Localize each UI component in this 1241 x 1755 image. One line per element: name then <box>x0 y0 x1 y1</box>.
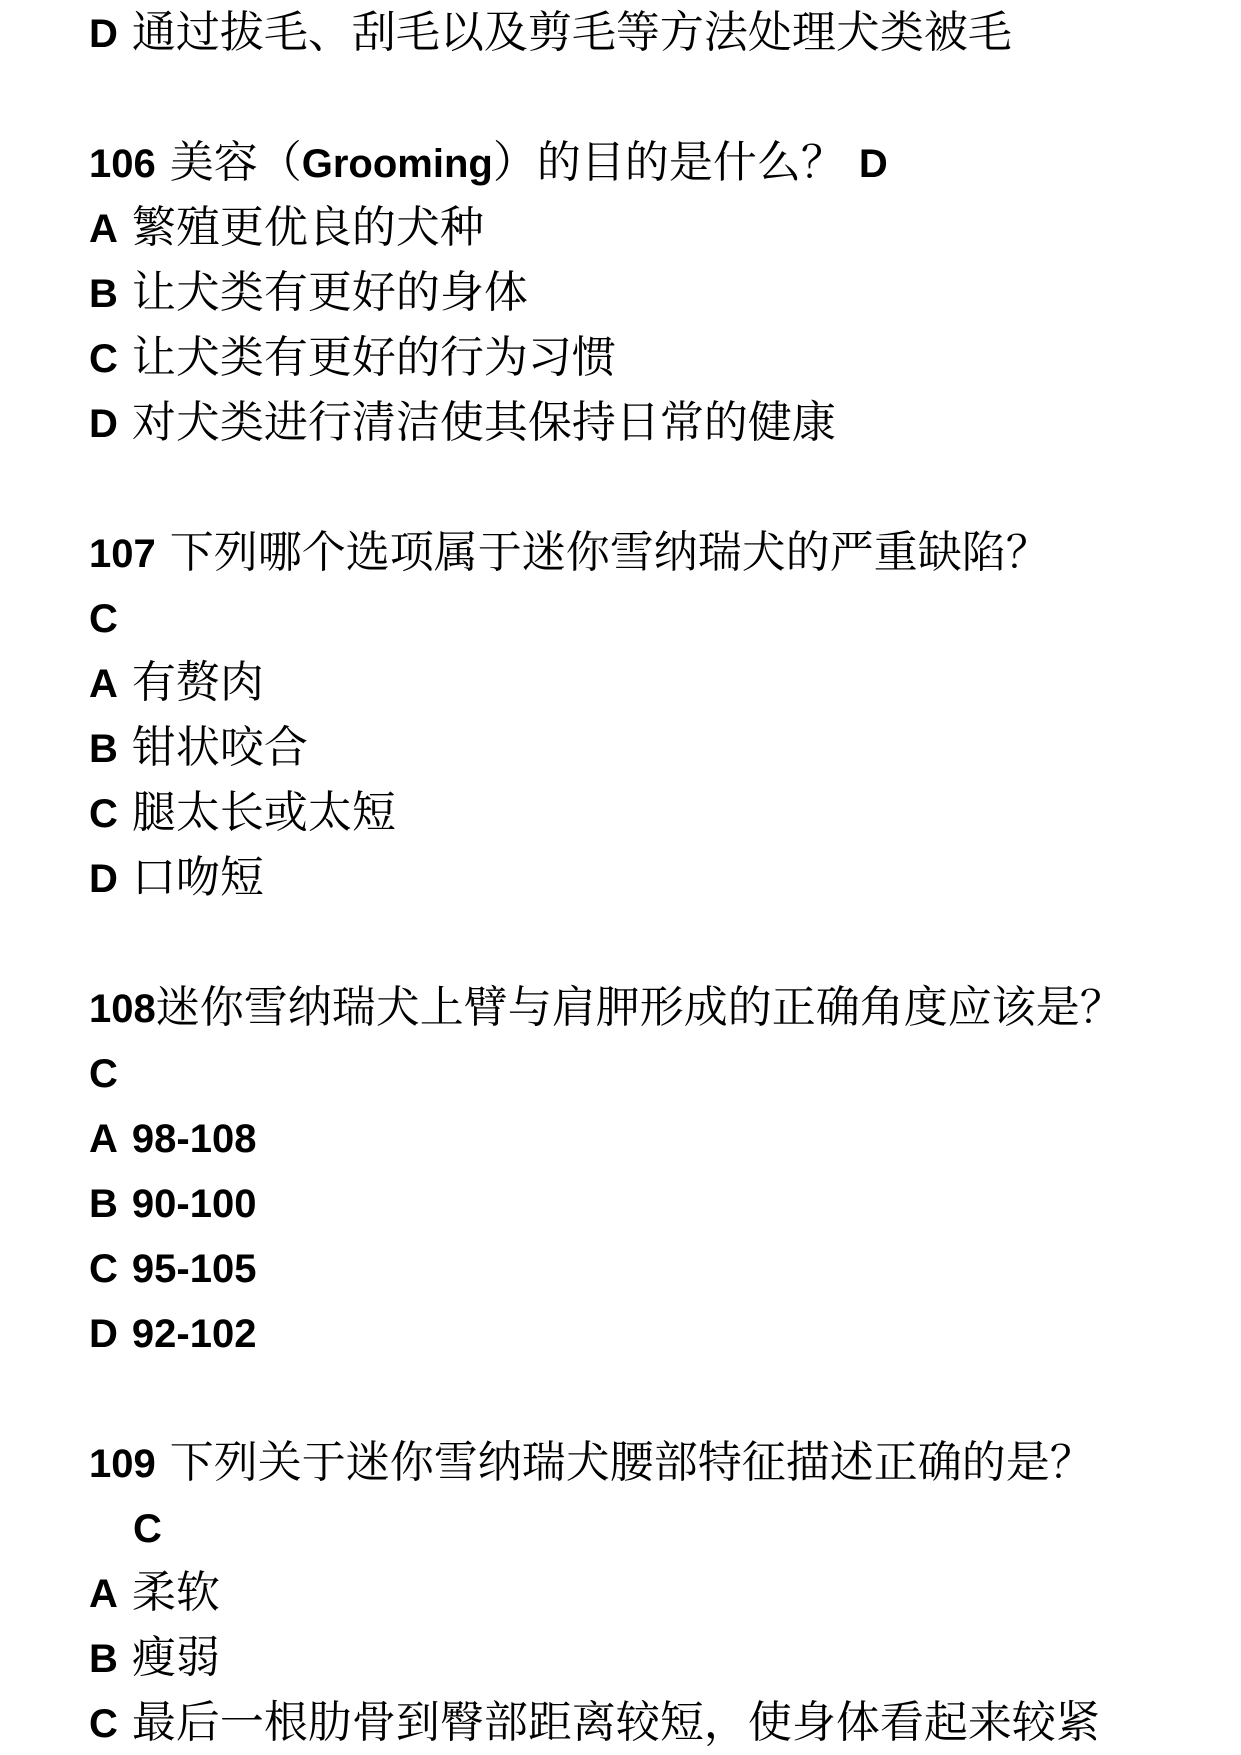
question-text-end: ）的目的是什么？ <box>492 137 845 188</box>
question-text: 下列关于迷你雪纳瑞犬腰部特征描述正确的是？ <box>169 1437 1094 1488</box>
option-line <box>89 195 1241 260</box>
option-letter: D <box>89 402 118 446</box>
option-line <box>89 260 1241 325</box>
option-text: 繁殖更优良的犬种 <box>131 202 484 253</box>
answer-key: C <box>89 1052 118 1096</box>
answer-line <box>89 585 1241 650</box>
question-text-start: 美容（ <box>169 137 302 188</box>
question-107 <box>89 520 1241 910</box>
question-stem <box>89 1430 1241 1495</box>
option-line <box>89 1105 1241 1170</box>
question-106 <box>89 130 1241 455</box>
option-letter: B <box>89 1637 118 1681</box>
option-line <box>89 650 1241 715</box>
option-letter: D <box>89 857 118 901</box>
option-line <box>89 0 1241 65</box>
option-letter: C <box>89 792 118 836</box>
option-line <box>89 780 1241 845</box>
option-line <box>89 845 1241 910</box>
option-line <box>89 1235 1241 1300</box>
option-letter: A <box>89 207 118 251</box>
option-letter: C <box>89 1702 118 1746</box>
question-text: 下列哪个选项属于迷你雪纳瑞犬的严重缺陷？ <box>169 527 1050 578</box>
option-text: 95-105 <box>131 1247 257 1291</box>
option-line <box>89 1560 1241 1625</box>
option-letter: B <box>89 727 118 771</box>
option-line <box>89 390 1241 455</box>
question-stem <box>89 130 1241 195</box>
option-text: 让犬类有更好的身体 <box>131 267 528 318</box>
option-text: 腿太长或太短 <box>131 787 396 838</box>
option-text: 让犬类有更好的行为习惯 <box>131 332 616 383</box>
option-text: 90-100 <box>131 1182 257 1226</box>
option-line <box>89 1300 1241 1365</box>
question-text-latin: Grooming <box>301 142 493 186</box>
question-stem <box>89 520 1241 585</box>
answer-key: C <box>133 1507 162 1551</box>
option-text: 最后一根肋骨到臀部距离较短，使身体看起来较紧 <box>131 1697 1100 1748</box>
question-number: 106 <box>89 142 156 186</box>
option-letter: D <box>89 1312 118 1356</box>
question-109 <box>89 1430 1241 1755</box>
option-text: 钳状咬合 <box>131 722 308 773</box>
question-stem <box>89 975 1241 1040</box>
option-text: 通过拔毛、刮毛以及剪毛等方法处理犬类被毛 <box>131 7 1012 58</box>
option-text: 98-108 <box>131 1117 257 1161</box>
option-text: 有赘肉 <box>131 657 264 708</box>
option-letter: C <box>89 337 118 381</box>
option-text: 瘦弱 <box>131 1632 220 1683</box>
option-text: 柔软 <box>131 1567 220 1618</box>
answer-line <box>89 1040 1241 1105</box>
option-line <box>89 1690 1241 1755</box>
question-number: 109 <box>89 1442 156 1486</box>
option-letter: D <box>89 12 118 56</box>
option-line <box>89 1170 1241 1235</box>
option-line <box>89 325 1241 390</box>
answer-line <box>89 1495 1241 1560</box>
option-letter: B <box>89 272 118 316</box>
question-text: 迷你雪纳瑞犬上臂与肩胛形成的正确角度应该是？ <box>155 982 1124 1033</box>
option-letter: A <box>89 1572 118 1616</box>
option-line <box>89 1625 1241 1690</box>
option-letter: A <box>89 662 118 706</box>
option-line <box>89 715 1241 780</box>
answer-key: C <box>89 597 118 641</box>
question-number: 108 <box>89 987 156 1031</box>
answer-key: D <box>858 142 888 186</box>
option-letter: C <box>89 1247 118 1291</box>
option-text: 92-102 <box>131 1312 257 1356</box>
option-text: 口吻短 <box>131 852 264 903</box>
question-108 <box>89 975 1241 1365</box>
question-number: 107 <box>89 532 156 576</box>
option-letter: A <box>89 1117 118 1161</box>
option-letter: B <box>89 1182 118 1226</box>
option-text: 对犬类进行清洁使其保持日常的健康 <box>131 397 836 448</box>
